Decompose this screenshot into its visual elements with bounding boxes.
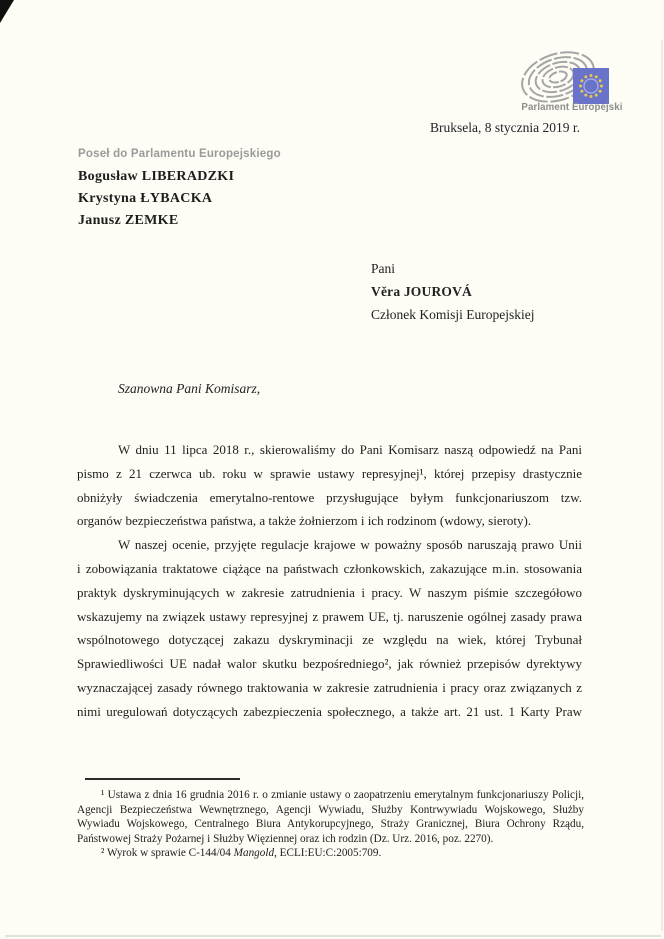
european-parliament-logo	[520, 47, 623, 113]
body-line: wyznaczającej zasady równego traktowania w zakresie zatrudnienia i pracy oraz związanych z	[77, 679, 582, 695]
body-line: i zobowiązania traktatowe ciążące na państwach członkowskich, zakazujące m.in. stosowania	[77, 560, 582, 576]
body-line: pismo z 21 czerwca ub. roku w sprawie ustawy represyjnej¹, której przepisy drastycznie	[77, 465, 582, 481]
footnote-line: Państwowej Straży Pożarnej i Służby Więziennej oraz ich rodzin (Dz. Urz. 2016, poz. 2270).	[77, 832, 494, 845]
body-line: W dniu 11 lipca 2018 r., skierowaliśmy do Pani Komisarz naszą odpowiedź na Pani	[118, 442, 582, 457]
scan-edge-right	[661, 40, 663, 931]
footnote-line: Wywiadu Wojskowego, Centralnego Biura Antykorupcyjnego, Straży Granicznej, Biura Ochrony Rządu,	[77, 818, 584, 831]
footnote-separator-rule	[85, 778, 240, 780]
page-corner-fold	[0, 0, 14, 23]
footnote-text: , ECLI:EU:C:2005:709.	[274, 847, 382, 860]
footnote-case-name: Mangold	[233, 847, 275, 860]
sender-name: Janusz ZEMKE	[78, 213, 179, 228]
body-line: W naszej ocenie, przyjęte regulacje krajowe w poważny sposób naruszają prawo Unii	[118, 537, 582, 553]
body-line: obniżyły świadczenia emerytalno-rentowe przysługujące byłym funkcjonariuszom tzw.	[77, 489, 582, 505]
date-line: Bruksela, 8 stycznia 2019 r.	[430, 120, 580, 135]
body-line: Sprawiedliwości UE nadał walor skutku bezpośredniego², jak również przepisów dyrektywy	[77, 656, 582, 672]
body-line: praktyk dyskryminujących w zakresie zatrudnienia i pracy. W naszym piśmie szczegółowo	[77, 584, 582, 600]
sender-name: Bogusław LIBERADZKI	[78, 169, 235, 184]
footnote-text: ² Wyrok w sprawie C-144/04	[101, 847, 234, 860]
footnote-line: ¹ Ustawa z dnia 16 grudnia 2016 r. o zmianie ustawy o zaopatrzeniu emerytalnym funkcjonariuszy Policji,	[101, 789, 584, 801]
recipient-position: Członek Komisji Europejskiej	[371, 307, 535, 322]
body-line: organów bezpieczeństwa państwa, a także żołnierzom i ich rodzinom (wdowy, sieroty).	[77, 513, 532, 529]
recipient-title: Pani	[371, 261, 396, 276]
footnote-list	[77, 788, 584, 861]
sender-name: Krystyna ŁYBACKA	[78, 191, 213, 206]
hemicycle-icon	[520, 47, 614, 107]
footnote-line: Agencji Bezpieczeństwa Wewnętrznego, Agencji Wywiadu, Służby Kontrwywiadu Wojskowego, Służby	[77, 803, 584, 816]
sender-names	[78, 166, 234, 232]
logo-caption: Parlament Europejski	[521, 102, 623, 113]
eu-flag-icon	[573, 68, 609, 104]
recipient-block	[371, 257, 534, 326]
footnote-line	[77, 846, 584, 861]
sender-role: Poseł do Parlamentu Europejskiego	[78, 148, 281, 160]
salutation: Szanowna Pani Komisarz,	[118, 381, 261, 396]
body-line: wskazujemy na związek ustawy represyjnej z prawem UE, tj. naruszenie ogólnej zasady prawa	[77, 608, 582, 624]
letter-body	[77, 438, 582, 724]
body-line: wspólnotowego dotyczącej zakazu dyskryminacji ze względu na wiek, której Trybunał	[77, 632, 582, 648]
body-line: nimi uregulowań dotyczących zabezpieczenia społecznego, a także art. 21 ust. 1 Karty Praw	[77, 703, 582, 719]
recipient-name: Věra JOUROVÁ	[371, 284, 473, 299]
scan-edge-bottom	[5, 935, 661, 937]
